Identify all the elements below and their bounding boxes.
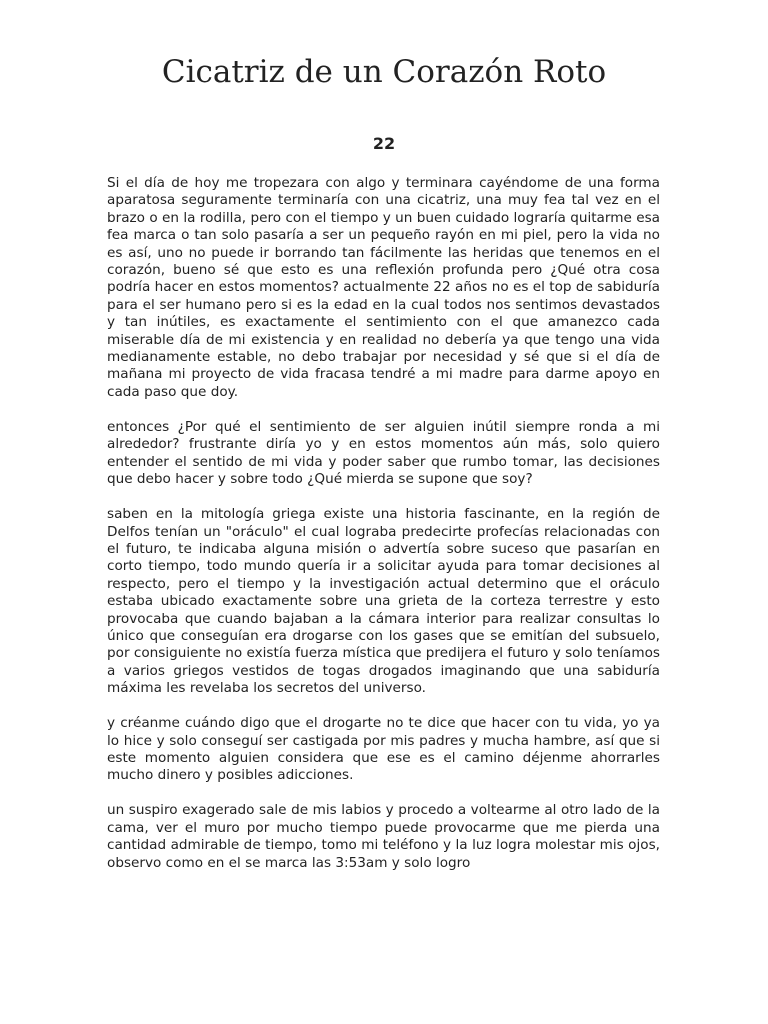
paragraph: y créanme cuándo digo que el drogarte no te dice que hacer con tu vida, yo ya lo hice y solo conseguí ser castigada por mis padres y mucha hambre, así que si este momento alguien considera que ese es el camino déjenme ahorrarles mucho dinero y posibles adicciones. <box>107 715 660 784</box>
paragraph: un suspiro exagerado sale de mis labios y procedo a voltearme al otro lado de la cama, ver el muro por mucho tiempo puede provocarme que me pierda una cantidad admirable de tiempo, tomo mi teléfono y la luz logra molestar mis ojos, observo como en el se marca las 3:53am y solo logro <box>107 802 660 871</box>
book-title: Cicatriz de un Corazón Roto <box>161 54 607 90</box>
chapter-number: 22 <box>372 134 396 153</box>
paragraph: saben en la mitología griega existe una historia fascinante, en la región de Delfos tenían un "oráculo" el cual lograba predecirte profecías relacionadas con el futuro, te indicaba alguna misión o advertía sobre suceso que pasarían en corto tiempo, todo mundo quería ir a solicitar ayuda para tomar decisiones al respecto, pero el tiempo y la investigación actual determino que el oráculo estaba ubicado exactamente sobre una grieta de la corteza terrestre y esto provocaba que cuando bajaban a la cámara interior para realizar consultas lo único que conseguían era drogarse con los gases que se emitían del subsuelo, por consiguiente no existía fuerza mística que predijera el futuro y solo teníamos a varios griegos vestidos de togas drogados imaginando que una sabiduría máxima les revelaba los secretos del universo. <box>107 506 660 697</box>
paragraph: Si el día de hoy me tropezara con algo y terminara cayéndome de una forma aparatosa seguramente terminaría con una cicatriz, una muy fea tal vez en el brazo o en la rodilla, pero con el tiempo y un buen cuidado lograría quitarme esa fea marca o tan solo pasaría a ser un pequeño rayón en mi piel, pero la vida no es así, uno no puede ir borrando tan fácilmente las heridas que tenemos en el corazón, bueno sé que esto es una reflexión profunda pero ¿Qué otra cosa podría hacer en estos momentos? actualmente 22 años no es el top de sabiduría para el ser humano pero si es la edad en la cual todos nos sentimos devastados y tan inútiles, es exactamente el sentimiento con el que amanezco cada miserable día de mi existencia y en realidad no debería ya que tengo una vida medianamente estable, no debo trabajar por necesidad y sé que si el día de mañana mi proyecto de vida fracasa tendré a mi madre para darme apoyo en cada paso que doy. <box>107 175 660 400</box>
paragraph: entonces ¿Por qué el sentimiento de ser alguien inútil siempre ronda a mi alrededor? frustrante diría yo y en estos momentos aún más, solo quiero entender el sentido de mi vida y poder saber que rumbo tomar, las decisiones que debo hacer y sobre todo ¿Qué mierda se supone que soy? <box>107 418 660 488</box>
chapter-body <box>107 175 660 890</box>
